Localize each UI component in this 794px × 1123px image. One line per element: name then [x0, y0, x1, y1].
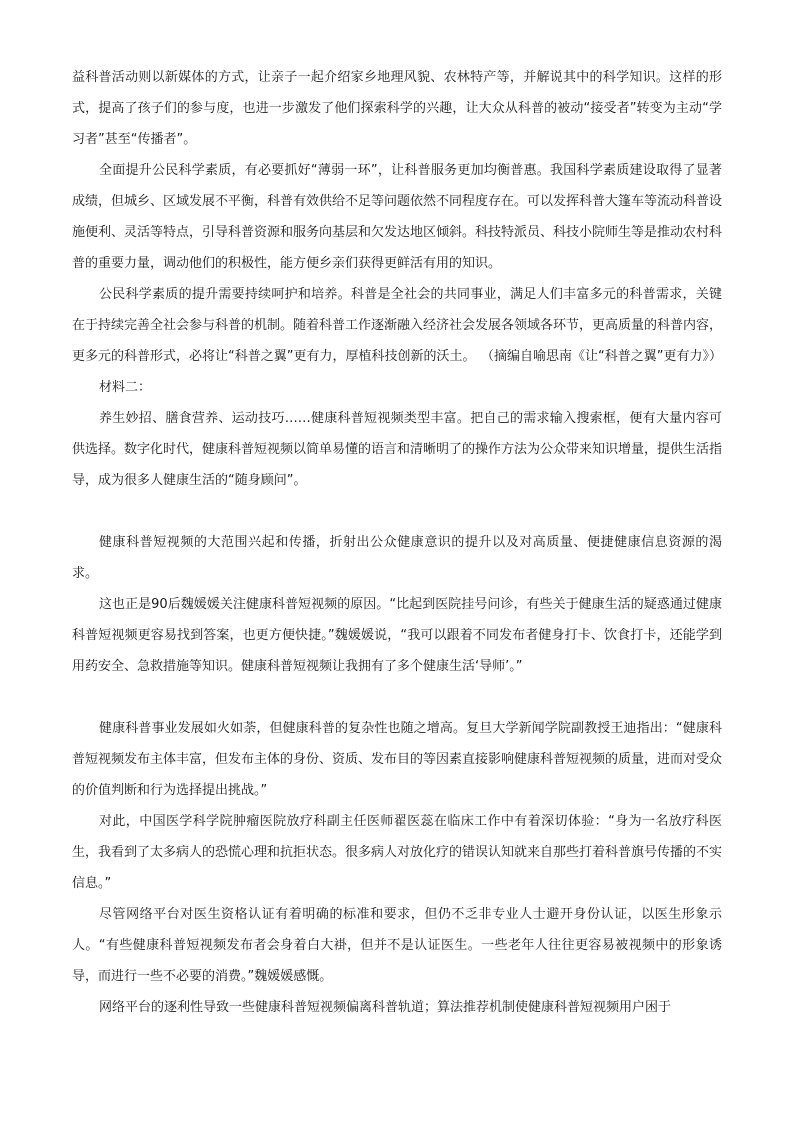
- paragraph-1: 益科普活动则以新媒体的方式，让亲子一起介绍家乡地理风貌、农林特产等，并解说其中的科学知识。这样的形式，提高了孩子们的参与度，也进一步激发了他们探索科学的兴趣，让大众从科普的被动“接受者”转变为主动“学习者”甚至“传播者”。: [72, 70, 722, 147]
- paragraph-4: 养生妙招、膳食营养、运动技巧……健康科普短视频类型丰富。把自己的需求输入搜索框，便有大量内容可供选择。数字化时代，健康科普短视频以简单易懂的语言和清晰明了的操作方法为公众带来知识增量，提供生活指导，成为很多人健康生活的“随身顾问”。: [72, 411, 723, 488]
- paragraph-2: 全面提升公民科学素质，有必要抓好“薄弱一环”，让科普服务更加均衡普惠。我国科学素质建设取得了显著成绩，但城乡、区域发展不平衡，科普有效供给不足等问题依然不同程度存在。可以发挥科普大篷车等流动科普设施便利、灵活等特点，引导科普资源和服务向基层和欠发达地区倾斜。科技特派员、科技小院师生等是推动农村科普的重要力量，调动他们的积极性，能方便乡亲们获得更鲜活有用的知识。: [72, 163, 723, 271]
- paragraph-9: 尽管网络平台对医生资格认证有着明确的标准和要求，但仍不乏非专业人士避开身份认证，以医生形象示人。“有些健康科普短视频发布者会身着白大褂，但并不是认证医生。一些老年人往往更容易被视频中的形象诱导，而进行一些不必要的消费。”魏媛媛感慨。: [72, 907, 722, 984]
- paragraph-7: 健康科普事业发展如火如荼，但健康科普的复杂性也随之增高。复旦大学新闻学院副教授王迪指出：“健康科普短视频发布主体丰富，但发布主体的身份、资质、发布目的等因素直接影响健康科普短视频的质量，进而对受众的价值判断和行为选择提出挑战。”: [72, 721, 723, 798]
- paragraph-10: 网络平台的逐利性导致一些健康科普短视频偏离科普轨道；算法推荐机制使健康科普短视频用户困于: [99, 1000, 672, 1015]
- source-citation: （摘编自喻思南《让“科普之翼”更有力》）: [481, 349, 722, 364]
- paragraph-6: 这也正是90后魏媛媛关注健康科普短视频的原因。“比起到医院挂号问诊，有些关于健康生活的疑惑通过健康科普短视频更容易找到答案，也更方便快捷。”魏媛媛说，“我可以跟着不同发布者健身打卡、饮食打卡，还能学到用药安全、急救措施等知识。健康科普短视频让我拥有了多个健康生活‘导师’。”: [72, 597, 722, 674]
- paragraph-3: 公民科学素质的提升需要持续呵护和培养。科普是全社会的共同事业，满足人们丰富多元的科普需求，关键在于持续完善全社会参与科普的机制。随着科普工作逐渐融入经济社会发展各领域各环节，更高质量的科普内容，更多元的科普形式，必将让“科普之翼”更有力，厚植科技创新的沃土。: [72, 287, 723, 364]
- paragraph-8: 对此，中国医学科学院肿瘤医院放疗科副主任医师翟医蕊在临床工作中有着深切体验：“身为一名放疗科医生，我看到了太多病人的恐慌心理和抗拒状态。很多病人对放化疗的错误认知就来自那些打着科普旗号传播的不实信息。”: [72, 814, 723, 891]
- section-heading: 材料二：: [99, 380, 152, 395]
- paragraph-5: 健康科普短视频的大范围兴起和传播，折射出公众健康意识的提升以及对高质量、便捷健康信息资源的渴求。: [72, 535, 722, 581]
